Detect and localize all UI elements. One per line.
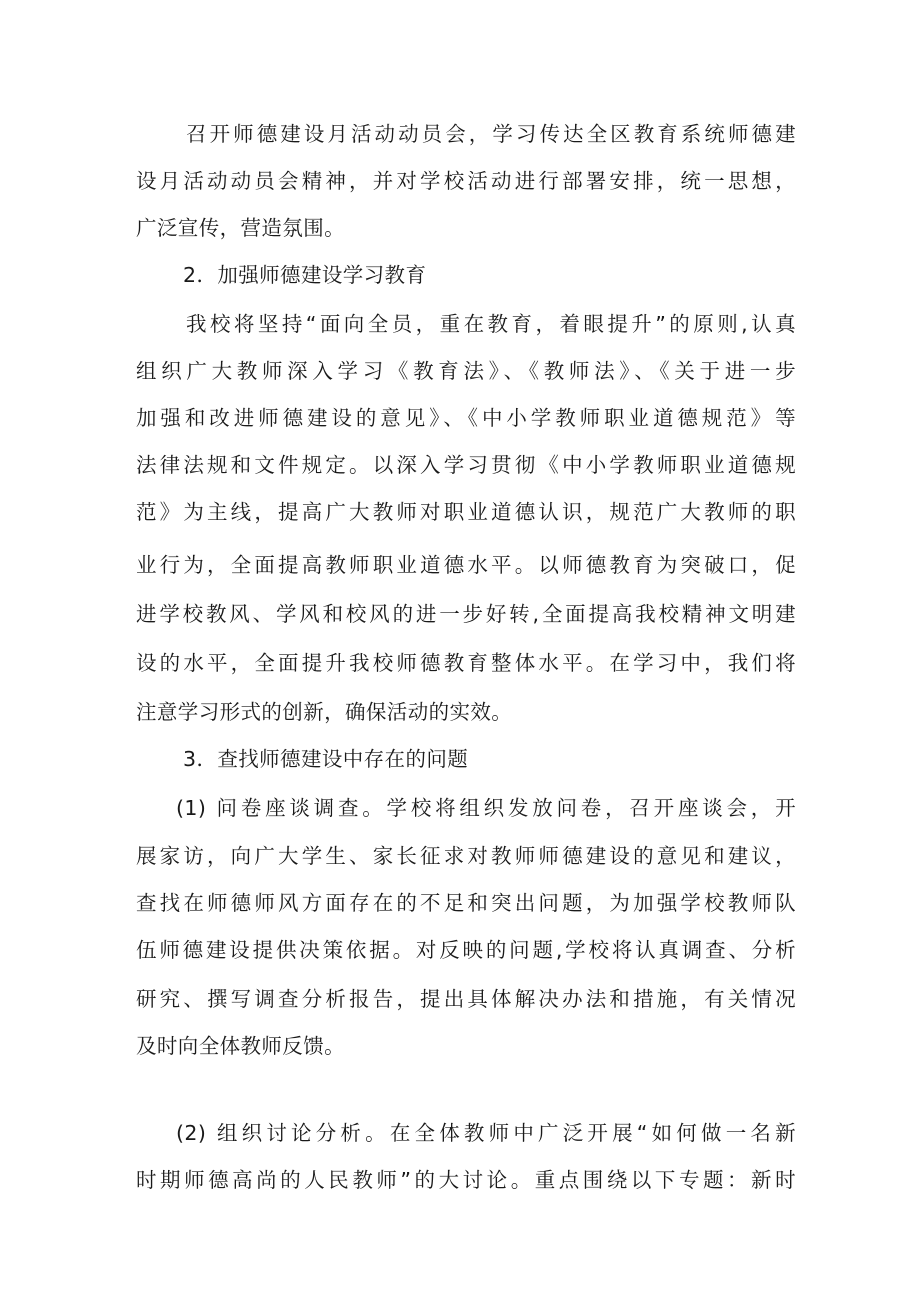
paragraph-line: 设月活动动员会精神，并对学校活动进行部署安排，统一思想， [136, 169, 796, 193]
paragraph-line: 进学校教风、学风和校风的进一步好转,全面提高我校精神文明建 [136, 602, 796, 626]
paragraph-line: 注意学习形式的创新，确保活动的实效。 [136, 700, 513, 724]
paragraph-line: 展家访，向广大学生、家长征求对教师师德建设的意见和建议， [136, 844, 796, 868]
paragraph-line: 召开师德建设月活动动员会，学习传达全区教育系统师德建 [186, 122, 796, 146]
paragraph-line: 加强和改进师德建设的意见》、《中小学教师职业道德规范》等 [136, 406, 796, 430]
paragraph-line: 及时向全体教师反馈。 [136, 1034, 345, 1058]
paragraph-line: 业行为，全面提高教师职业道德水平。以师德教育为突破口，促 [136, 553, 796, 577]
paragraph-line: 查找在师德师风方面存在的不足和突出问题，为加强学校教师队 [136, 891, 796, 915]
paragraph-line: (1) 问卷座谈调查。学校将组织发放问卷，召开座谈会，开 [176, 796, 796, 820]
paragraph-line: 广泛宣传，营造氛围。 [136, 216, 345, 240]
paragraph-line: 伍师德建设提供决策依据。对反映的问题,学校将认真调查、分析 [136, 938, 796, 962]
section-heading: 2．加强师德建设学习教育 [183, 263, 427, 287]
paragraph-line: 时期师德高尚的人民教师”的大讨论。重点围绕以下专题：新时 [136, 1168, 796, 1192]
section-heading: 3．查找师德建设中存在的问题 [183, 747, 469, 771]
paragraph-line: 我校将坚持“面向全员，重在教育，着眼提升”的原则,认真 [186, 312, 796, 336]
paragraph-line: 组织广大教师深入学习《教育法》、《教师法》、《关于进一步 [136, 359, 796, 383]
paragraph-line: 法律法规和文件规定。以深入学习贯彻《中小学教师职业道德规 [136, 453, 796, 477]
paragraph-line: 研究、撰写调查分析报告，提出具体解决办法和措施，有关情况 [136, 987, 796, 1011]
paragraph-line: (2) 组织讨论分析。在全体教师中广泛开展“如何做一名新 [176, 1121, 796, 1145]
paragraph-line: 范》为主线，提高广大教师对职业道德认识，规范广大教师的职 [136, 500, 796, 524]
paragraph-line: 设的水平，全面提升我校师德教育整体水平。在学习中，我们将 [136, 651, 796, 675]
